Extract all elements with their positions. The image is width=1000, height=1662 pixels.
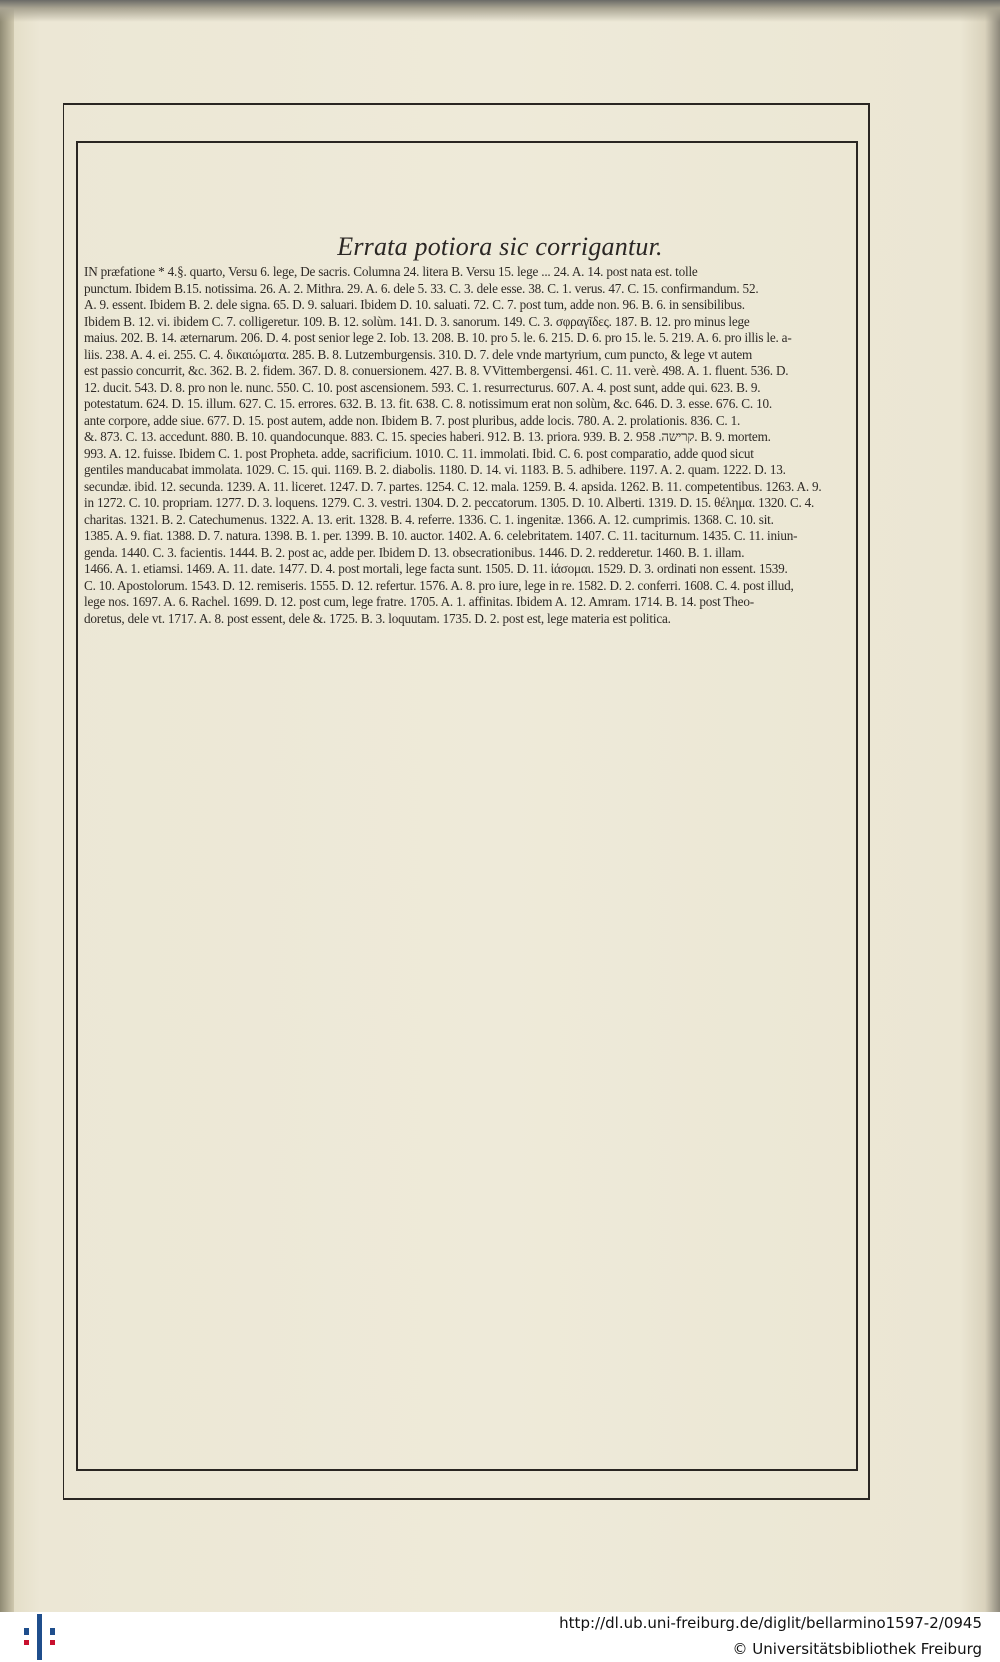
errata-line: potestatum. 624. D. 15. illum. 627. C. 15. errores. 632. B. 13. fit. 638. C. 8. notissimum erat non solùm, &c. 646. D. 3. esse. 676. C. 10. xyxy=(84,396,772,411)
library-logo-icon xyxy=(24,1612,64,1662)
errata-line: &. 873. C. 13. accedunt. 880. B. 10. quandocunque. 883. C. 15. species haberi. 912. B. 13. priora. 939. B. 2. קרישה. 958. B. 9. mortem. xyxy=(84,429,771,444)
page-title: Errata potiora sic corrigantur. xyxy=(337,232,663,261)
errata-line: 1385. A. 9. fiat. 1388. D. 7. natura. 1398. B. 1. per. 1399. B. 10. auctor. 1402. A. 6. celebritatem. 1407. C. 11. taciturnum. 1435. C. 11. iniun- xyxy=(84,528,798,543)
errata-line: gentiles manducabat immolata. 1029. C. 15. qui. 1169. B. 2. diabolis. 1180. D. 14. vi. 1183. B. 5. adhibere. 1197. A. 2. quam. 1222. D. 13. xyxy=(84,462,786,477)
errata-line: ante corpore, adde siue. 677. D. 15. post autem, adde non. Ibidem B. 7. post pluribus, adde locis. 780. A. 2. prolationis. 836. C. 1. xyxy=(84,412,741,428)
scan-top-edge xyxy=(0,0,1000,22)
errata-line: IN præfatione * 4.§. quarto, Versu 6. lege, De sacris. Columna 24. litera B. Versu 15. lege ... 24. A. 14. post nata est. tolle xyxy=(84,264,698,279)
errata-line: charitas. 1321. B. 2. Catechumenus. 1322. A. 13. erit. 1328. B. 4. referre. 1336. C. 1. ingenitæ. 1366. A. 12. cumprimis. 1368. C. 10. sit. xyxy=(84,511,774,527)
errata-line: liis. 238. A. 4. ei. 255. C. 4. δικαιώματα. 285. B. 8. Lutzemburgensis. 310. D. 7. dele vnde martyrium, cum puncto, & lege vt autem xyxy=(84,346,753,362)
errata-line: lege nos. 1697. A. 6. Rachel. 1699. D. 12. post cum, lege fratre. 1705. A. 1. affinitas. Ibidem A. 12. Amram. 1714. B. 14. post Theo- xyxy=(84,594,754,609)
errata-line: secundæ. ibid. 12. secunda. 1239. A. 11. liceret. 1247. D. 7. partes. 1254. C. 12. mala. 1259. B. 4. apsida. 1262. B. 11. competentibus. 1263. A. 9. xyxy=(84,478,822,494)
errata-line: maius. 202. B. 14. æternarum. 206. D. 4. post senior lege 2. Iob. 13. 208. B. 10. pro 5. le. 6. 215. D. 6. pro 15. le. 5. 219. A. 6. pro illis le. a- xyxy=(84,330,792,345)
errata-line: 1466. A. 1. etiamsi. 1469. A. 11. date. 1477. D. 4. post mortali, lege facta sunt. 1505. D. 11. ἰάσομαι. 1529. D. 3. ordinati non essent. 1539. xyxy=(84,561,788,576)
errata-line: punctum. Ibidem B.15. notissima. 26. A. 2. Mithra. 29. A. 6. dele 5. 33. C. 3. dele esse. 38. C. 1. verus. 47. C. 15. confirmandum. 52. xyxy=(84,280,759,296)
errata-line: doretus, dele vt. 1717. A. 8. post essent, dele &. 1725. B. 3. loquutam. 1735. D. 2. post est, lege materia est politica. xyxy=(84,610,671,626)
errata-line: A. 9. essent. Ibidem B. 2. dele signa. 65. D. 9. saluari. Ibidem D. 10. saluati. 72. C. 7. post tum, adde non. 96. B. 6. in sensibilibus. xyxy=(84,297,745,312)
errata-line: 993. A. 12. fuisse. Ibidem C. 1. post Propheta. adde, sacrificium. 1010. C. 11. immolati. Ibid. C. 6. post comparatio, adde quod sicut xyxy=(84,445,754,461)
footer-credit: © Universitätsbibliothek Freiburg xyxy=(732,1640,982,1658)
errata-text-block xyxy=(84,264,830,627)
errata-line: Ibidem B. 12. vi. ibidem C. 7. colligeretur. 109. B. 12. solùm. 141. D. 3. sanorum. 149. C. 3. σφραγῖδες. 187. B. 12. pro minus lege xyxy=(84,313,750,329)
footer-url-link[interactable]: http://dl.ub.uni-freiburg.de/diglit/bellarmino1597-2/0945 xyxy=(559,1614,982,1632)
errata-line: C. 10. Apostolorum. 1543. D. 12. remiseris. 1555. D. 12. refertur. 1576. A. 8. pro iure, lege in re. 1582. D. 2. conferri. 1608. C. 4. post illud, xyxy=(84,577,794,593)
errata-line: genda. 1440. C. 3. facientis. 1444. B. 2. post ac, adde per. Ibidem D. 13. obsecrationibus. 1446. D. 2. redderetur. 1460. B. 1. illam. xyxy=(84,544,745,560)
errata-line: est passio concurrit, &c. 362. B. 2. fidem. 367. D. 8. conuersionem. 427. B. 8. VVittembergensi. 461. C. 11. verè. 498. A. 1. fluent. 536. D. xyxy=(84,363,789,378)
errata-line: in 1272. C. 10. propriam. 1277. D. 3. loquens. 1279. C. 3. vestri. 1304. D. 2. peccatorum. 1305. D. 10. Alberti. 1319. D. 15. θέλημα. 1320. C. 4. xyxy=(84,495,815,510)
errata-line: 12. ducit. 543. D. 8. pro non le. nunc. 550. C. 10. post ascensionem. 593. C. 1. resurrecturus. 607. A. 4. post sunt, adde qui. 623. B. 9. xyxy=(84,379,761,395)
